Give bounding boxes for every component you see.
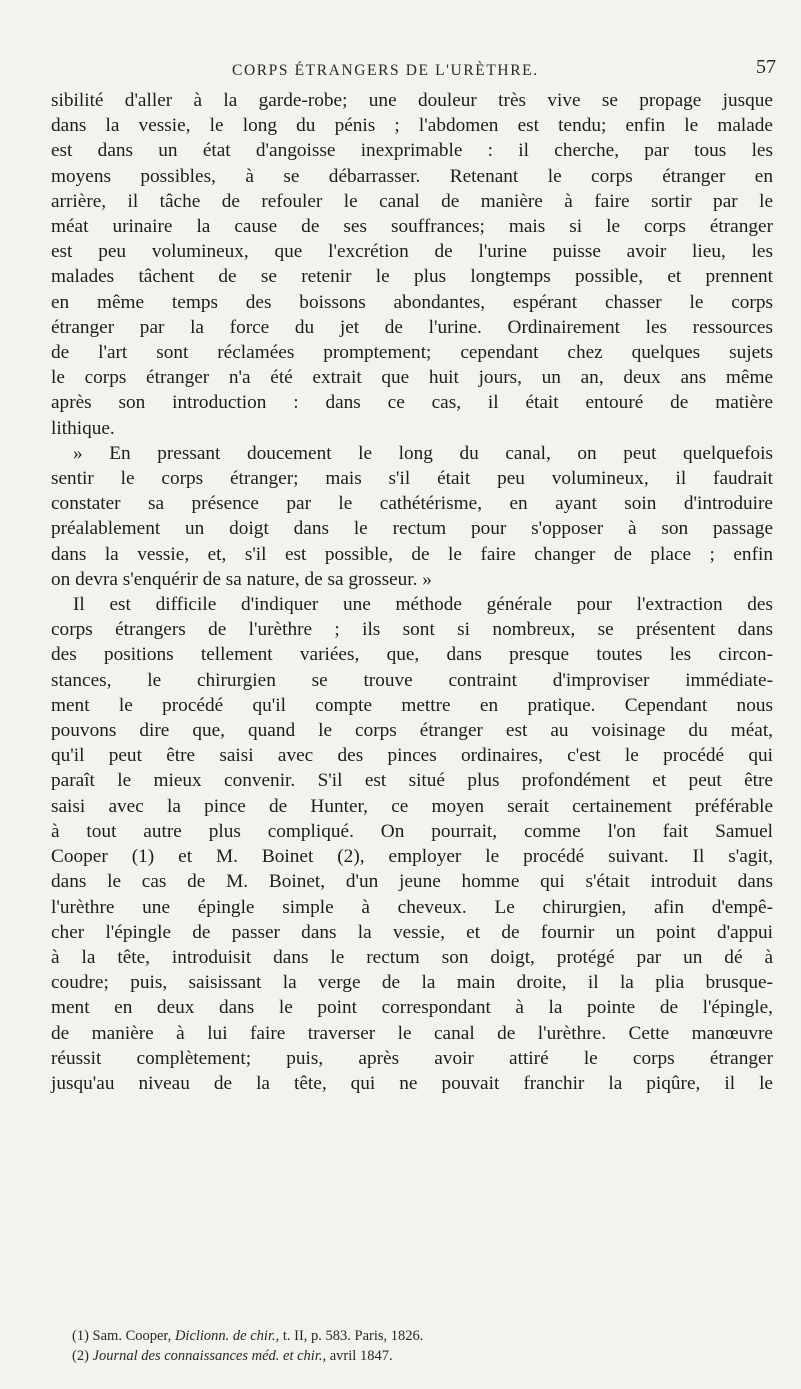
text-line: est dans un état d'angoisse inexprimable : il cherche, par tous les [51, 140, 773, 162]
text-line: réussit complètement; puis, après avoir attiré le corps étranger [51, 1047, 773, 1069]
text-line: cher l'épingle de passer dans la vessie, et de fournir un point d'appui [51, 921, 773, 943]
text-line: Il est difficile d'indiquer une méthode générale pour l'extraction des [73, 594, 773, 616]
text-line: paraît le mieux convenir. S'il est situé plus profondément et peut être [51, 770, 773, 792]
text-line: moyens possibles, à se débarrasser. Retenant le corps étranger en [51, 165, 773, 187]
text-line: pouvons dire que, quand le corps étranger est au voisinage du méat, [51, 720, 773, 742]
text-line: dans le cas de M. Boinet, d'un jeune homme qui s'était introduit dans [51, 871, 773, 893]
text-line: dans la vessie, le long du pénis ; l'abdomen est tendu; enfin le malade [51, 115, 773, 137]
text-line: on devra s'enquérir de sa nature, de sa grosseur. » [51, 568, 432, 590]
running-head: CORPS ÉTRANGERS DE L'URÈTHRE. [232, 62, 539, 79]
text-line: étranger par la force du jet de l'urine. Ordinairement les ressources [51, 316, 773, 338]
text-line: à tout autre plus compliqué. On pourrait, comme l'on fait Samuel [51, 820, 773, 842]
text-line: méat urinaire la cause de ses souffrances; mais si le corps étranger [51, 216, 773, 238]
text-line: jusqu'au niveau de la tête, qui ne pouvait franchir la piqûre, il le [51, 1072, 773, 1094]
text-line: ment le procédé qu'il compte mettre en pratique. Cependant nous [51, 694, 773, 716]
text-line: arrière, il tâche de refouler le canal de manière à faire sortir par le [51, 190, 773, 212]
text-line: stances, le chirurgien se trouve contraint d'improviser immédiate- [51, 669, 773, 691]
footnote-marker: (2) [72, 1348, 89, 1364]
text-line: est peu volumineux, que l'excrétion de l'urine puisse avoir lieu, les [51, 241, 773, 263]
footnote-marker: (1) [72, 1328, 89, 1344]
footnotes [72, 1326, 762, 1366]
text-line: après son introduction : dans ce cas, il était entouré de matière [51, 392, 773, 414]
text-line: qu'il peut être saisi avec des pinces ordinaires, c'est le procédé qui [51, 745, 773, 767]
text-line: constater sa présence par le cathétérisme, en ayant soin d'introduire [51, 493, 773, 515]
body-text [51, 88, 773, 1096]
text-line: » En pressant doucement le long du canal, on peut quelquefois [73, 442, 773, 464]
text-line: des positions tellement variées, que, dans presque toutes les circon- [51, 644, 773, 666]
text-line: Cooper (1) et M. Boinet (2), employer le procédé suivant. Il s'agit, [51, 846, 773, 868]
text-line: corps étrangers de l'urèthre ; ils sont si nombreux, se présentent dans [51, 619, 773, 641]
text-line: coudre; puis, saisissant la verge de la main droite, il la plia brusque- [51, 972, 773, 994]
footnote-author: Sam. Cooper, [92, 1328, 172, 1344]
text-line: en même temps des boissons abondantes, espérant chasser le corps [51, 291, 773, 313]
page-number: 57 [756, 56, 776, 78]
footnote-reference: avril 1847. [329, 1348, 393, 1364]
text-line: sibilité d'aller à la garde-robe; une douleur très vive se propage jusque [51, 90, 773, 111]
text-line: de manière à lui faire traverser le canal de l'urèthre. Cette manœuvre [51, 1022, 773, 1044]
footnote-1 [72, 1326, 762, 1346]
text-line: dans la vessie, et, s'il est possible, de le faire changer de place ; enfin [51, 543, 773, 565]
text-line: malades tâchent de se retenir le plus longtemps possible, et prennent [51, 266, 773, 288]
text-line: le corps étranger n'a été extrait que huit jours, un an, deux ans même [51, 367, 773, 389]
text-line: préalablement un doigt dans le rectum pour s'opposer à son passage [51, 518, 773, 540]
text-line: l'urèthre une épingle simple à cheveux. Le chirurgien, afin d'empê- [51, 896, 773, 918]
text-line: saisi avec la pince de Hunter, ce moyen serait certainement préférable [51, 795, 773, 817]
text-line: lithique. [51, 417, 115, 439]
text-line: à la tête, introduisit dans le rectum son doigt, protégé par un dé à [51, 946, 773, 968]
footnote-2 [72, 1346, 762, 1366]
footnote-title: Diclionn. de chir., [174, 1328, 280, 1344]
text-line: sentir le corps étranger; mais s'il était peu volumineux, il faudrait [51, 468, 773, 490]
footnote-reference: t. II, p. 583. Paris, 1826. [282, 1328, 424, 1344]
text-line: ment en deux dans le point correspondant à la pointe de l'épingle, [51, 997, 773, 1019]
footnote-title: Journal des connaissances méd. et chir., [92, 1348, 327, 1364]
text-line: de l'art sont réclamées promptement; cependant chez quelques sujets [51, 342, 773, 364]
